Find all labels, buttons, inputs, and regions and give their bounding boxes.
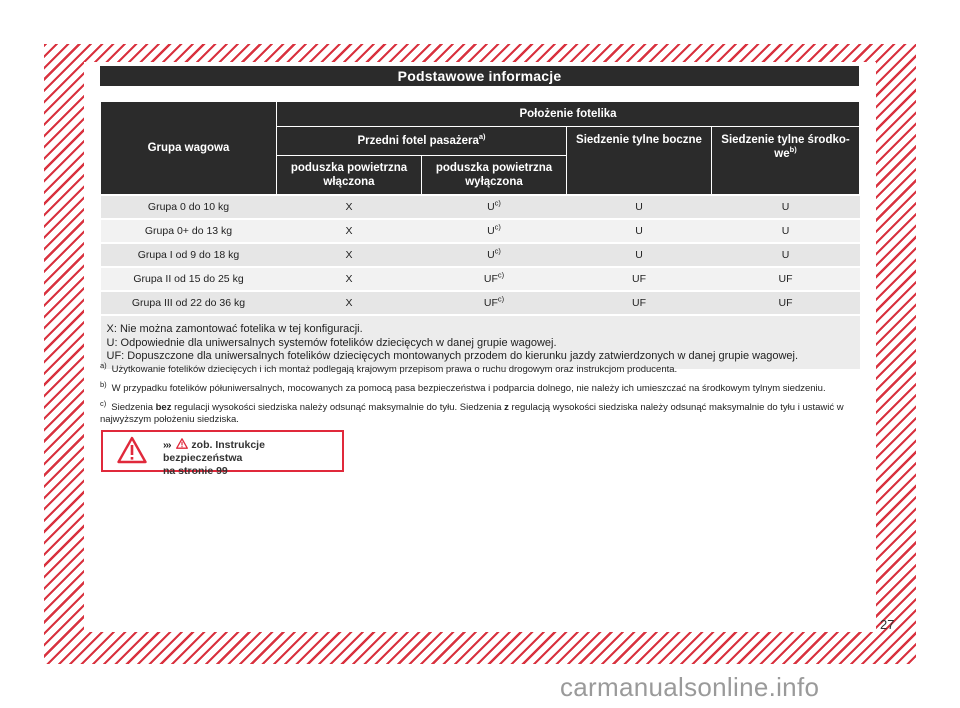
child-seat-table bbox=[100, 101, 860, 371]
airbag-off-value: UF bbox=[483, 297, 498, 309]
rear-side-header: Siedzenie tylne boczne bbox=[567, 127, 712, 196]
airbag-off-cell bbox=[422, 219, 567, 243]
front-seat-footnote-mark: a) bbox=[478, 132, 486, 142]
rear-center-label: Siedzenie tylne środko-we bbox=[721, 134, 850, 160]
footnote-mark: c) bbox=[494, 246, 501, 256]
table-row bbox=[101, 291, 860, 315]
weight-group-cell: Grupa III od 22 do 36 kg bbox=[101, 291, 277, 315]
airbag-off-value: UF bbox=[483, 273, 498, 285]
footnote-b bbox=[100, 379, 859, 395]
airbag-off-cell bbox=[422, 195, 567, 219]
warning-page-ref[interactable]: na stronie 99 bbox=[163, 465, 228, 477]
airbag-off-value: U bbox=[487, 201, 495, 213]
weight-group-header: Grupa wagowa bbox=[101, 102, 277, 196]
footnote-mark: c) bbox=[497, 270, 505, 280]
footnote-mark: c) bbox=[494, 222, 501, 232]
legend-note-u: U: Odpowiednie dla uniwersalnych systemów fotelików dziecięcych w danej grupie wagowej. bbox=[106, 336, 557, 349]
small-warning-icon bbox=[176, 438, 188, 449]
airbag-off-cell bbox=[422, 291, 567, 315]
footnote-mark: c) bbox=[494, 198, 501, 208]
rear-side-cell: U bbox=[567, 195, 712, 219]
footnote-a bbox=[100, 360, 859, 376]
footnote-mark: c) bbox=[497, 294, 505, 304]
footnote-text: Użytkowanie fotelików dziecięcych i ich montaż podlegają krajowym przepisom prawa o ruchu drogowym oraz instrukcjom producenta. bbox=[111, 364, 678, 375]
weight-group-cell: Grupa I od 9 do 18 kg bbox=[101, 243, 277, 267]
airbag-off-cell bbox=[422, 267, 567, 291]
seat-position-header: Położenie fotelika bbox=[277, 102, 860, 127]
footnote-bold-text: bez bbox=[155, 402, 172, 413]
airbag-off-value: U bbox=[487, 249, 495, 261]
rear-center-cell: UF bbox=[712, 267, 860, 291]
footnotes bbox=[100, 360, 859, 433]
airbag-off-header: poduszka powietrzna wyłączona bbox=[422, 156, 567, 196]
rear-center-cell: U bbox=[712, 219, 860, 243]
airbag-on-header: poduszka powietrzna włączona bbox=[277, 156, 422, 196]
table-row bbox=[101, 195, 860, 219]
airbag-off-cell bbox=[422, 243, 567, 267]
legend-notes bbox=[101, 315, 860, 370]
rear-side-cell: U bbox=[567, 243, 712, 267]
table-row bbox=[101, 219, 860, 243]
legend-note-uf: UF: Dopuszczone dla uniwersalnych fotelików dziecięcych montowanych przodem do kierunku jazdy zatwierdzonych w danej grupie wagowej. bbox=[106, 350, 799, 362]
warning-triangle-icon bbox=[117, 436, 147, 464]
footnote-mark: b) bbox=[100, 379, 107, 389]
rear-side-cell: U bbox=[567, 219, 712, 243]
warning-link-text[interactable]: zob. Instrukcje bezpieczeństwa bbox=[163, 439, 265, 464]
airbag-off-value: U bbox=[487, 225, 495, 237]
airbag-on-cell: X bbox=[277, 291, 422, 315]
arrows-icon: ››› bbox=[163, 439, 171, 451]
rear-side-cell: UF bbox=[567, 291, 712, 315]
rear-center-header bbox=[712, 127, 860, 196]
warning-reference[interactable] bbox=[163, 438, 338, 478]
footnote-c bbox=[100, 398, 859, 426]
footnote-mark: c) bbox=[100, 398, 107, 408]
footnote-mark: a) bbox=[100, 360, 107, 370]
table-row bbox=[101, 267, 860, 291]
airbag-on-cell: X bbox=[277, 195, 422, 219]
section-header: Podstawowe informacje bbox=[100, 66, 859, 86]
table-notes-row bbox=[101, 315, 860, 370]
weight-group-cell: Grupa 0+ do 13 kg bbox=[101, 219, 277, 243]
weight-group-cell: Grupa II od 15 do 25 kg bbox=[101, 267, 277, 291]
rear-center-cell: UF bbox=[712, 291, 860, 315]
safety-warning-box[interactable] bbox=[101, 430, 344, 477]
front-seat-label: Przedni fotel pasażera bbox=[357, 135, 479, 147]
table-header-row bbox=[101, 102, 860, 127]
footnote-bold-text: z bbox=[504, 402, 509, 413]
rear-side-cell: UF bbox=[567, 267, 712, 291]
footnote-text: regulacji wysokości siedziska należy odsunąć maksymalnie do tyłu. Siedzenia bbox=[171, 402, 505, 413]
airbag-on-cell: X bbox=[277, 219, 422, 243]
rear-center-cell: U bbox=[712, 243, 860, 267]
front-seat-header bbox=[277, 127, 567, 156]
table-row bbox=[101, 243, 860, 267]
rear-center-footnote-mark: b) bbox=[789, 145, 797, 155]
footnote-text: regulacją wysokości siedziska należy odsunąć maksymalnie do tyłu i ustawić w najwyższym położeniu siedziska. bbox=[100, 402, 844, 425]
page-number: 27 bbox=[880, 617, 895, 632]
airbag-on-cell: X bbox=[277, 243, 422, 267]
airbag-on-cell: X bbox=[277, 267, 422, 291]
legend-note-x: X: Nie można zamontować fotelika w tej konfiguracji. bbox=[106, 323, 363, 335]
footnote-text: Siedzenia bbox=[111, 402, 156, 413]
weight-group-cell: Grupa 0 do 10 kg bbox=[101, 195, 277, 219]
watermark: carmanualsonline.info bbox=[560, 672, 820, 702]
footnote-text: W przypadku fotelików półuniwersalnych, mocowanych za pomocą pasa bezpieczeństwa i podparcia dolnego, nie należy ich umieszczać na środkowym tylnym siedzeniu. bbox=[111, 383, 826, 394]
rear-center-cell: U bbox=[712, 195, 860, 219]
